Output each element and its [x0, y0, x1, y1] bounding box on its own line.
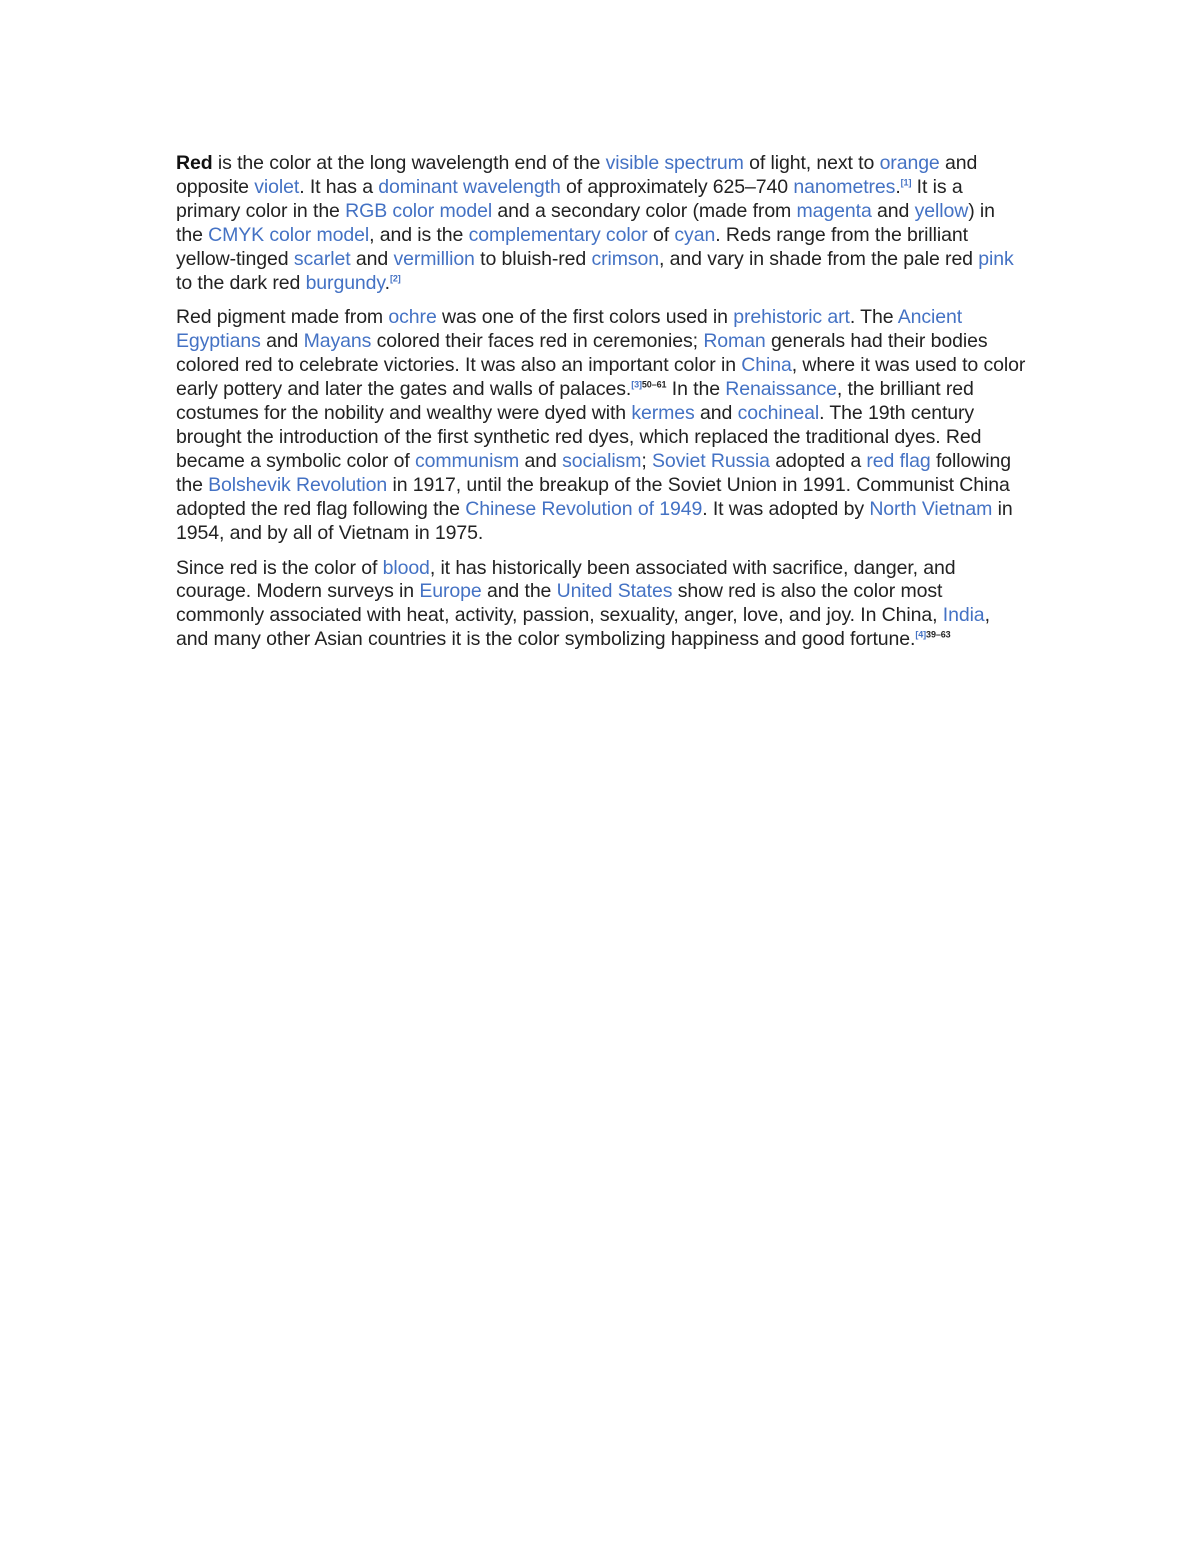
body-text: in 1954, and by all of Vietnam in 1975. [176, 497, 1013, 544]
link-visible-spectrum[interactable]: visible spectrum [605, 152, 744, 174]
link-vermillion[interactable]: vermillion [393, 247, 475, 270]
body-text: show red is also the color most commonly associated with heat, activity, passion, sexuality, anger, love, and joy. In China, [176, 580, 943, 627]
link-kermes[interactable]: kermes [631, 402, 695, 425]
link-blood[interactable]: blood [382, 556, 430, 579]
paragraph-2 [176, 306, 1026, 545]
body-text: It is a primary color in the [176, 175, 963, 222]
link-china[interactable]: China [741, 354, 792, 377]
body-text: adopted a [769, 449, 867, 472]
citation-3[interactable]: [3] [631, 379, 642, 390]
body-text: and [519, 449, 563, 472]
link-pink[interactable]: pink [978, 247, 1014, 270]
link-chinese-revolution-of-1949[interactable]: Chinese Revolution of 1949 [465, 497, 703, 520]
link-cochineal[interactable]: cochineal [737, 402, 820, 425]
body-text: . It was adopted by [702, 497, 870, 520]
body-text: Red pigment made from [176, 306, 389, 329]
body-text: , and is the [369, 223, 469, 246]
body-text: In the [666, 378, 726, 401]
link-dominant-wavelength[interactable]: dominant wavelength [378, 175, 561, 198]
body-text: and [694, 402, 738, 425]
link-complementary-color[interactable]: complementary color [468, 223, 648, 246]
link-renaissance[interactable]: Renaissance [725, 378, 837, 401]
article-subject: Red [176, 152, 213, 174]
body-text: . The 19th century brought the introduction of the first synthetic red dyes, which replaced the traditional dyes. Red became a symbolic color of [176, 402, 982, 472]
link-nanometres[interactable]: nanometres [793, 175, 896, 198]
body-text: Since red is the color of [176, 556, 383, 579]
link-ancient-egyptians[interactable]: Ancient Egyptians [176, 306, 963, 353]
link-socialism[interactable]: socialism [562, 449, 642, 472]
body-text: generals had their bodies colored red to celebrate victories. It was also an important color in [176, 330, 988, 377]
link-crimson[interactable]: crimson [591, 247, 660, 270]
link-red-flag[interactable]: red flag [866, 449, 931, 472]
link-violet[interactable]: violet [254, 175, 300, 198]
body-text: . [384, 271, 390, 294]
body-text: , where it was used to color early pottery and later the gates and walls of palaces. [176, 354, 1026, 401]
link-cyan[interactable]: cyan [674, 223, 716, 246]
body-text: and a secondary color (made from [492, 199, 797, 222]
body-text: was one of the first colors used in [436, 306, 734, 329]
body-text: to the dark red [176, 271, 306, 294]
body-text: and [871, 199, 915, 222]
link-bolshevik-revolution[interactable]: Bolshevik Revolution [208, 473, 388, 496]
body-text: ; [641, 449, 652, 472]
link-north-vietnam[interactable]: North Vietnam [869, 497, 993, 520]
citation-2[interactable]: [2] [389, 273, 401, 284]
body-text: is the color at the long wavelength end of the [212, 152, 606, 174]
citation-4-pages: 39–63 [926, 629, 951, 640]
body-text: and the [481, 580, 557, 603]
link-mayans[interactable]: Mayans [303, 330, 372, 353]
link-europe[interactable]: Europe [419, 580, 482, 603]
link-yellow[interactable]: yellow [914, 199, 969, 222]
body-text: following the [176, 449, 1011, 496]
citation-3-pages: 50–61 [641, 379, 667, 390]
body-text: to bluish-red [474, 247, 592, 270]
body-text: and opposite [176, 152, 978, 198]
link-roman[interactable]: Roman [703, 330, 766, 353]
body-text: of approximately 625–740 [560, 175, 794, 198]
link-cmyk-color-model[interactable]: CMYK color model [208, 223, 370, 246]
link-prehistoric-art[interactable]: prehistoric art [733, 306, 850, 329]
body-text: of light, next to [743, 152, 880, 174]
link-magenta[interactable]: magenta [796, 199, 872, 222]
body-text: , and vary in shade from the pale red [659, 247, 979, 270]
body-text: of [647, 223, 675, 246]
paragraph-3 [176, 557, 1026, 653]
link-scarlet[interactable]: scarlet [293, 247, 351, 270]
link-soviet-russia[interactable]: Soviet Russia [651, 449, 770, 472]
paragraph-1 [176, 152, 1026, 295]
link-united-states[interactable]: United States [556, 580, 673, 603]
body-text: colored their faces red in ceremonies; [371, 330, 704, 353]
link-orange[interactable]: orange [879, 152, 940, 174]
link-ochre[interactable]: ochre [388, 306, 437, 329]
link-communism[interactable]: communism [414, 449, 520, 472]
body-text: , and many other Asian countries it is the color symbolizing happiness and good fortune. [176, 604, 990, 651]
body-text: . Reds range from the brilliant yellow-tinged [176, 223, 968, 270]
link-burgundy[interactable]: burgundy [305, 271, 385, 294]
body-text: . It has a [299, 175, 379, 198]
link-rgb-color-model[interactable]: RGB color model [345, 199, 493, 222]
body-text: , it has historically been associated with sacrifice, danger, and courage. Modern surveys in [176, 556, 956, 603]
link-india[interactable]: India [942, 604, 985, 627]
body-text: , the brilliant red costumes for the nobility and wealthy were dyed with [176, 378, 974, 425]
body-text: in 1917, until the breakup of the Soviet Union in 1991. Communist China adopted the red flag following the [176, 473, 1010, 520]
body-text: . The [849, 306, 898, 329]
body-text: and [350, 247, 394, 270]
body-text: . [895, 175, 901, 198]
citation-4[interactable]: [4] [915, 629, 927, 640]
article-body [176, 152, 1026, 663]
citation-1[interactable]: [1] [900, 177, 912, 188]
body-text: ) in the [176, 199, 995, 246]
body-text: and [260, 330, 304, 353]
